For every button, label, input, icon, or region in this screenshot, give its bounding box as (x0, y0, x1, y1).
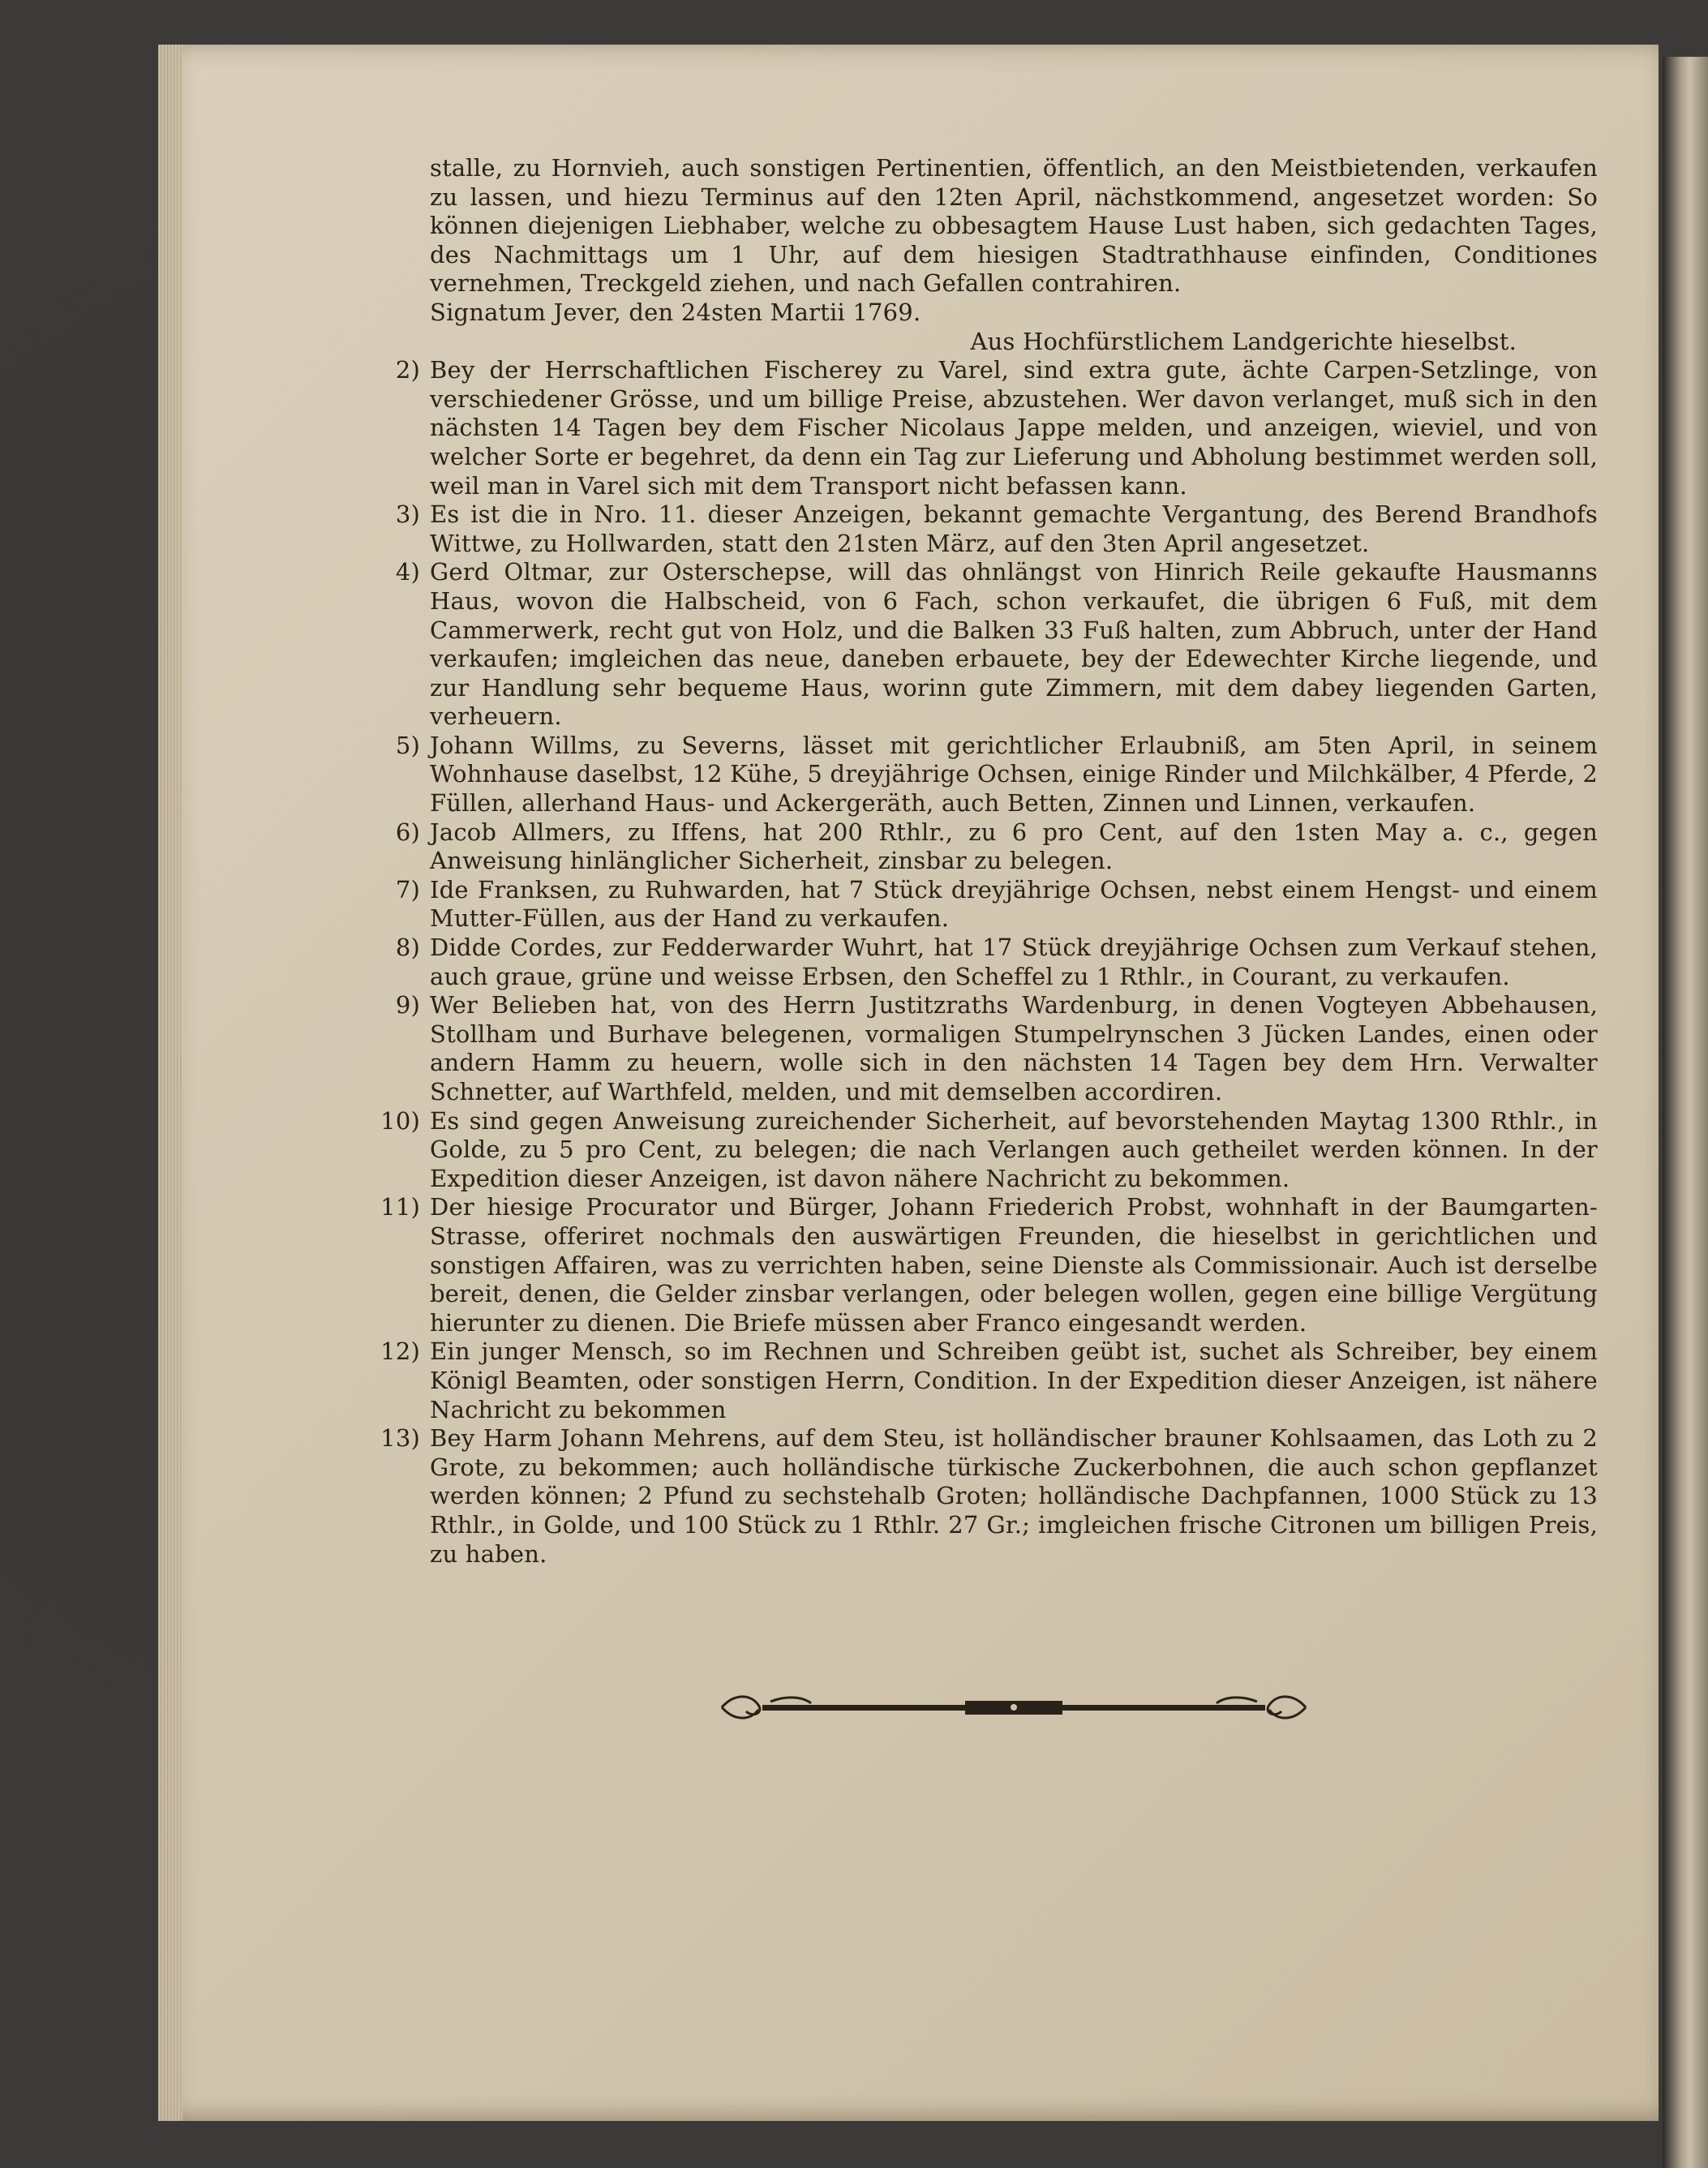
entry-text: Es sind gegen Anweisung zureichender Sicherheit, auf bevorstehenden Maytag 1300 Rthlr., in Golde, zu 5 pro Cent, zu belegen; die nach Verlangen auch getheilet werden können. In der Expedition dieser Anzeigen, ist davon nähere Nachricht zu bekommen. (430, 1106, 1598, 1192)
entry-12 (365, 1337, 1598, 1424)
entry-text: Bey Harm Johann Mehrens, auf dem Steu, ist holländischer brauner Kohlsaamen, das Loth zu 2 Grote, zu bekommen; auch holländische türkische Zuckerbohnen, die auch schon gepflanzet werden können; 2 Pfund zu sechstehalb Groten; holländische Dachpfannen, 1000 Stück zu 13 Rthlr., in Golde, und 100 Stück zu 1 Rthlr. 27 Gr.; imgleichen frische Citronen um billigen Preis, zu haben. (430, 1424, 1598, 1568)
entry-number: 12) (380, 1337, 420, 1366)
entry-2 (365, 356, 1598, 500)
entry-11 (365, 1193, 1598, 1337)
entry-text: Gerd Oltmar, zur Osterschepse, will das ohnlängst von Hinrich Reile gekaufte Hausmanns Haus, wovon die Halbscheid, von 6 Fach, schon verkaufet, die übrigen 6 Fuß, mit dem Cammerwerk, recht gut von Holz, und die Balken 33 Fuß halten, zum Abbruch, unter der Hand verkaufen; imgleichen das neue, daneben erbauete, bey der Edewechter Kirche liegende, und zur Handlung sehr bequeme Haus, worinn gute Zimmern, mit dem dabey liegenden Garten, verheuern. (430, 558, 1598, 731)
entry-text: Der hiesige Procurator und Bürger, Johann Friederich Probst, wohnhaft in der Baumgarten-Strasse, offeriret nochmals den auswärtigen Freunden, die hieselbst in gerichtlichen und sonstigen Affairen, was zu verrichten haben, seine Dienste als Commissionair. Auch ist derselbe bereit, denen, die Gelder zinsbar verlangen, oder belegen wollen, gegen eine billige Vergütung hierunter zu dienen. Die Briefe müssen aber Franco eingesandt werden. (430, 1193, 1598, 1337)
entry-text: Didde Cordes, zur Fedderwarder Wuhrt, hat 17 Stück dreyjährige Ochsen zum Verkauf stehen, auch graue, grüne und weisse Erbsen, den Scheffel zu 1 Rthlr., in Courant, zu verkaufen. (430, 934, 1598, 990)
entry-text: Ide Franksen, zu Ruhwarden, hat 7 Stück dreyjährige Ochsen, nebst einem Hengst- und einem Mutter-Füllen, aus der Hand zu verkaufen. (430, 875, 1598, 933)
entry-8 (365, 934, 1598, 991)
entry-4 (365, 558, 1598, 732)
signature-authority: Aus Hochfürstlichem Landgerichte hieselbst. (970, 327, 1517, 355)
page-stack-edge (158, 45, 182, 2121)
entry-6 (365, 818, 1598, 876)
entry-number: 2) (395, 356, 420, 384)
entry-10 (365, 1107, 1598, 1194)
entry-9 (365, 991, 1598, 1106)
entry-number: 9) (395, 991, 420, 1020)
entry-number: 4) (395, 558, 420, 586)
entry-13 (365, 1424, 1598, 1569)
entry-number: 7) (395, 875, 420, 904)
text-block (380, 154, 1598, 1569)
entry-number: 11) (380, 1193, 420, 1221)
entry-7 (365, 876, 1598, 934)
entry-3 (365, 500, 1598, 558)
signature-line: Signatum Jever, den 24sten Martii 1769. (430, 298, 921, 326)
entry-number: 5) (395, 731, 420, 759)
next-page-edge (1663, 57, 1708, 2168)
entry-text: Bey der Herrschaftlichen Fischerey zu Varel, sind extra gute, ächte Carpen-Setzlinge, von verschiedener Grösse, und um billige Preise, abzustehen. Wer davon verlanget, muß sich in den nächsten 14 Tagen bey dem Fischer Nicolaus Jappe melden, und anzeigen, wieviel, und von welcher Sorte er begehret, da denn ein Tag zur Lieferung und Abholung bestimmet werden soll, weil man in Varel sich mit dem Transport nicht befassen kann. (430, 356, 1598, 500)
entry-text: Wer Belieben hat, von des Herrn Justitzraths Wardenburg, in denen Vogteyen Abbehausen, Stollham und Burhave belegenen, vormaligen Stumpelrynschen 3 Jücken Landes, einen oder andern Hamm zu heuern, wolle sich in den nächsten 14 Tagen bey dem Hrn. Verwalter Schnetter, auf Warthfeld, melden, und mit demselben accordiren. (430, 991, 1598, 1105)
intro-paragraph: stalle, zu Hornvieh, auch sonstigen Pertinentien, öffentlich, an den Meistbietenden, verkaufen zu lassen, und hiezu Terminus auf den 12ten April, nächstkommend, angesetzet worden: So können diejenigen Liebhaber, welche zu obbesagtem Hause Lust haben, sich gedachten Tages, des Nachmittags um 1 Uhr, auf dem hiesigen Stadtrathhause einfinden, Conditiones vernehmen, Treckgeld ziehen, und nach Gefallen contrahiren. (430, 154, 1598, 298)
entry-text: Jacob Allmers, zu Iffens, hat 200 Rthlr., zu 6 pro Cent, auf den 1sten May a. c., gegen Anweisung hinlänglicher Sicherheit, zinsbar zu belegen. (430, 818, 1598, 875)
entry-number: 6) (395, 818, 420, 846)
decorative-ornament (714, 1687, 1314, 1728)
entry-number: 13) (380, 1424, 420, 1453)
entry-number: 10) (380, 1106, 420, 1135)
entry-5 (365, 732, 1598, 818)
entry-text: Ein junger Mensch, so im Rechnen und Schreiben geübt ist, suchet als Schreiber, bey einem Königl Beamten, oder sonstigen Herrn, Condition. In der Expedition dieser Anzeigen, ist nähere Nachricht zu bekommen (430, 1337, 1598, 1423)
entry-number: 8) (395, 934, 420, 962)
entry-text: Es ist die in Nro. 11. dieser Anzeigen, bekannt gemachte Vergantung, des Berend Brandhofs Wittwe, zu Hollwarden, statt den 21sten März, auf den 3ten April angesetzet. (430, 500, 1598, 557)
entry-number: 3) (395, 500, 420, 529)
entry-text: Johann Willms, zu Severns, lässet mit gerichtlicher Erlaubniß, am 5ten April, in seinem Wohnhause daselbst, 12 Kühe, 5 dreyjährige Ochsen, einige Rinder und Milchkälber, 4 Pferde, 2 Füllen, allerhand Haus- und Ackergeräth, auch Betten, Zinnen und Linnen, verkaufen. (430, 731, 1598, 818)
